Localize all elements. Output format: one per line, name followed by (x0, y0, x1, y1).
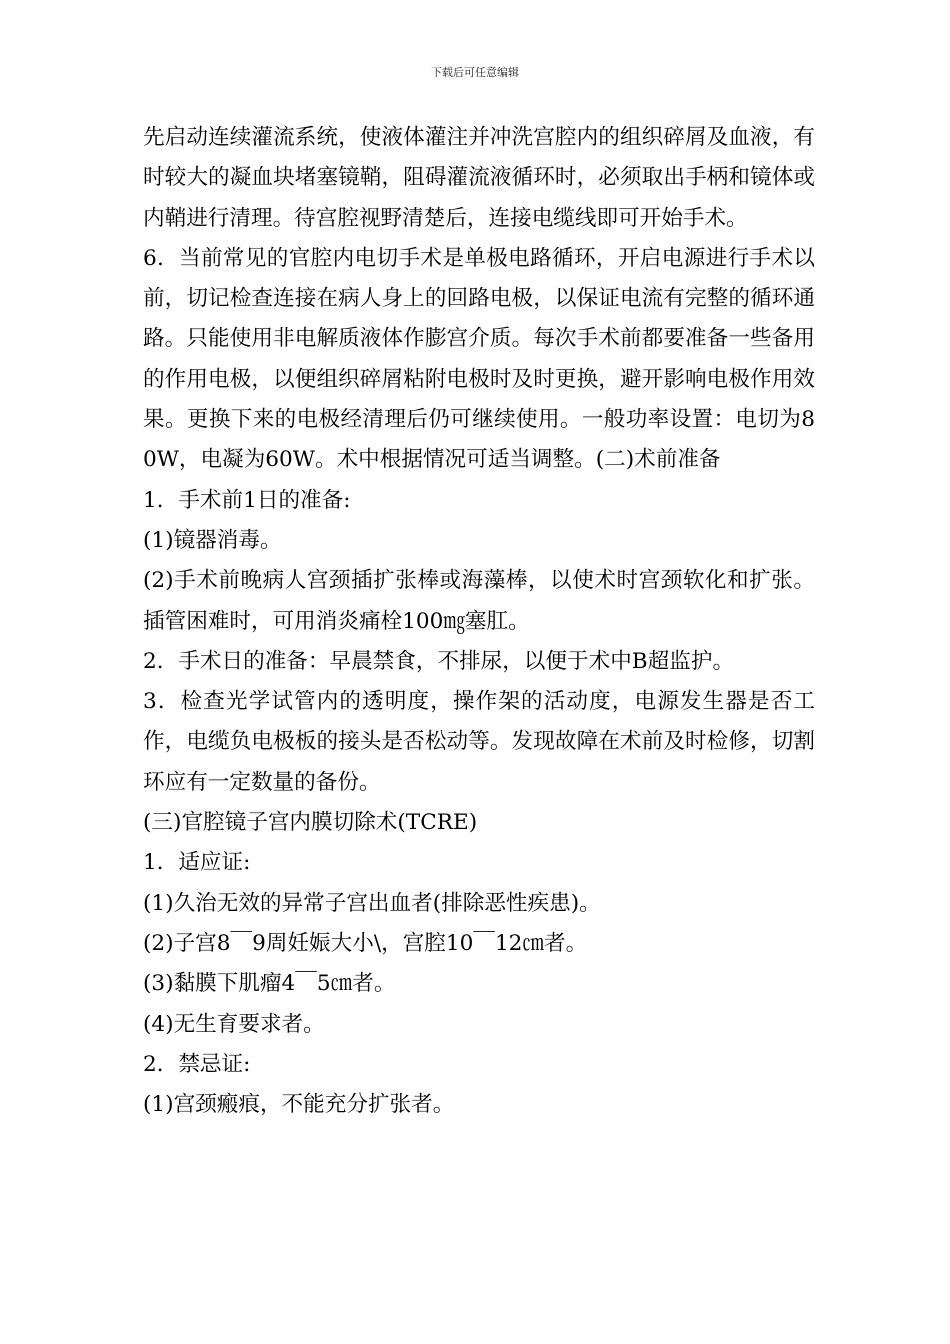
paragraph-indication-3: (3)黏膜下肌瘤4￣5㎝者。 (143, 971, 396, 997)
paragraph-indication-1: (1)久治无效的异常子宫出血者(排除恶性疾患)。 (143, 890, 601, 916)
paragraph-inspection: 3．检查光学试管内的透明度，操作架的活动度，电源发生器是否工作，电缆负电极板的接头是否松动等。发现故障在术前及时检修，切割环应有一定数量的备份。 (143, 689, 815, 795)
paragraph-irrigation: 先启动连续灌流系统，使液体灌注并冲洗宫腔内的组织碎屑及血液，有时较大的凝血块堵塞镜鞘，阻碍灌流液循环时，必须取出手柄和镜体或内鞘进行清理。待宫腔视野清楚后，连接电缆线即可开始手术。 (143, 125, 815, 231)
paragraph-indication-4: (4)无生育要求者。 (143, 1011, 325, 1037)
paragraph-sterilize: (1)镜器消毒。 (143, 527, 282, 553)
paragraph-item-6: 6．当前常见的官腔内电切手术是单极电路循环，开启电源进行手术以前，切记检查连接在病人身上的回路电极，以保证电流有完整的循环通路。只能使用非电解质液体作膨宫介质。每次手术前都要准备一些备用的作用电极，以便组织碎屑粘附电极时及时更换，避开影响电极作用效果。更换下来的电极经清理后仍可继续使用。一般功率设置：电切为80W，电凝为60W。术中根据情况可适当调整。(二)术前准备 (143, 245, 815, 473)
paragraph-contraindication-1: (1)宫颈瘢痕，不能充分扩张者。 (143, 1092, 455, 1118)
page-header: 下载后可任意编辑 (431, 66, 519, 79)
paragraph-indications: 1．适应证: (143, 850, 251, 876)
section-heading-tcre: (三)官腔镜子宫内膜切除术(TCRE) (143, 810, 478, 836)
document-body (143, 118, 815, 1125)
paragraph-cervix: (2)手术前晚病人宫颈插扩张棒或海藻棒，以使术时宫颈软化和扩张。插管困难时，可用消炎痛栓100㎎塞肛。 (143, 568, 815, 634)
paragraph-indication-2: (2)子宫8￣9周妊娠大小\，宫腔10￣12㎝者。 (143, 930, 588, 956)
paragraph-prep-day-of: 2．手术日的准备：早晨禁食，不排尿，以便于术中B超监护。 (143, 648, 735, 674)
paragraph-contraindications: 2．禁忌证: (143, 1051, 251, 1077)
paragraph-prep-day-before: 1．手术前1日的准备: (143, 487, 351, 513)
